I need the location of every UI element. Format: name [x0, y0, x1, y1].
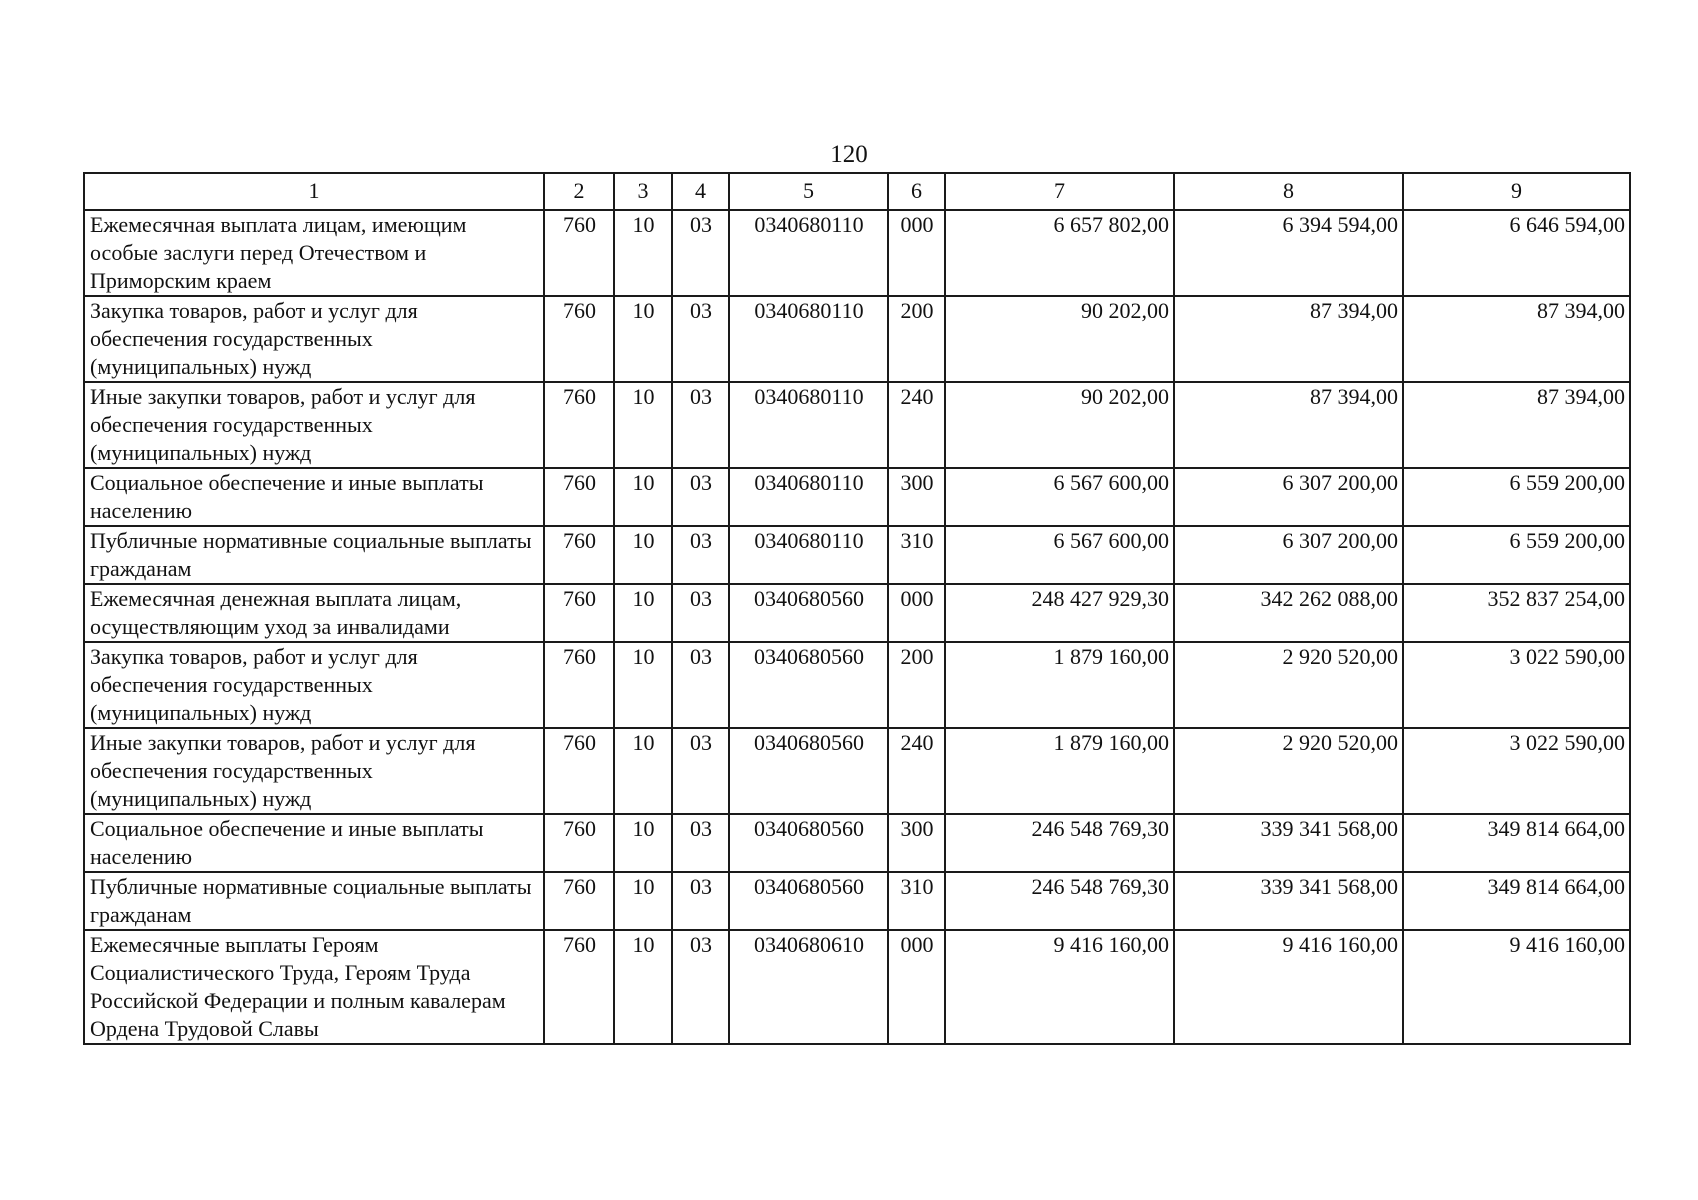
expense-type-code: 300	[888, 814, 945, 872]
amount-cell: 246 548 769,30	[945, 872, 1174, 930]
table-body	[84, 210, 1630, 1044]
target-article-code: 0340680110	[729, 296, 888, 382]
subsection-code: 03	[672, 382, 729, 468]
amount-cell: 349 814 664,00	[1403, 814, 1630, 872]
amount-cell: 339 341 568,00	[1174, 814, 1403, 872]
target-article-code: 0340680560	[729, 814, 888, 872]
amount-cell: 6 646 594,00	[1403, 210, 1630, 296]
expense-type-code: 240	[888, 382, 945, 468]
target-article-code: 0340680110	[729, 468, 888, 526]
table-row	[84, 382, 1630, 468]
amount-cell: 246 548 769,30	[945, 814, 1174, 872]
amount-cell: 9 416 160,00	[1403, 930, 1630, 1044]
ministry-code: 760	[544, 526, 614, 584]
expense-type-code: 240	[888, 728, 945, 814]
ministry-code: 760	[544, 872, 614, 930]
row-name: Социальное обеспечение и иные выплаты населению	[84, 814, 544, 872]
amount-cell: 87 394,00	[1174, 382, 1403, 468]
amount-cell: 6 567 600,00	[945, 468, 1174, 526]
amount-cell: 90 202,00	[945, 296, 1174, 382]
expense-type-code: 000	[888, 930, 945, 1044]
target-article-code: 0340680110	[729, 526, 888, 584]
row-name: Ежемесячная денежная выплата лицам, осуществляющим уход за инвалидами	[84, 584, 544, 642]
amount-cell: 6 559 200,00	[1403, 526, 1630, 584]
row-name: Закупка товаров, работ и услуг для обеспечения государственных (муниципальных) нужд	[84, 296, 544, 382]
budget-table	[83, 172, 1631, 1045]
ministry-code: 760	[544, 382, 614, 468]
amount-cell: 87 394,00	[1403, 382, 1630, 468]
amount-cell: 9 416 160,00	[945, 930, 1174, 1044]
expense-type-code: 300	[888, 468, 945, 526]
amount-cell: 349 814 664,00	[1403, 872, 1630, 930]
section-code: 10	[614, 814, 672, 872]
column-header: 1	[84, 173, 544, 210]
table-row	[84, 642, 1630, 728]
subsection-code: 03	[672, 296, 729, 382]
table-row	[84, 930, 1630, 1044]
section-code: 10	[614, 728, 672, 814]
amount-cell: 352 837 254,00	[1403, 584, 1630, 642]
amount-cell: 2 920 520,00	[1174, 728, 1403, 814]
subsection-code: 03	[672, 814, 729, 872]
target-article-code: 0340680560	[729, 642, 888, 728]
amount-cell: 6 307 200,00	[1174, 468, 1403, 526]
row-name: Социальное обеспечение и иные выплаты населению	[84, 468, 544, 526]
amount-cell: 6 394 594,00	[1174, 210, 1403, 296]
subsection-code: 03	[672, 584, 729, 642]
ministry-code: 760	[544, 728, 614, 814]
amount-cell: 1 879 160,00	[945, 642, 1174, 728]
ministry-code: 760	[544, 468, 614, 526]
subsection-code: 03	[672, 930, 729, 1044]
column-header: 4	[672, 173, 729, 210]
amount-cell: 87 394,00	[1174, 296, 1403, 382]
section-code: 10	[614, 642, 672, 728]
amount-cell: 3 022 590,00	[1403, 728, 1630, 814]
amount-cell: 248 427 929,30	[945, 584, 1174, 642]
ministry-code: 760	[544, 814, 614, 872]
section-code: 10	[614, 296, 672, 382]
subsection-code: 03	[672, 468, 729, 526]
table-row	[84, 296, 1630, 382]
column-header: 6	[888, 173, 945, 210]
row-name: Иные закупки товаров, работ и услуг для обеспечения государственных (муниципальных) нужд	[84, 382, 544, 468]
subsection-code: 03	[672, 728, 729, 814]
expense-type-code: 200	[888, 296, 945, 382]
subsection-code: 03	[672, 642, 729, 728]
ministry-code: 760	[544, 584, 614, 642]
expense-type-code: 200	[888, 642, 945, 728]
section-code: 10	[614, 872, 672, 930]
table-row	[84, 814, 1630, 872]
amount-cell: 87 394,00	[1403, 296, 1630, 382]
target-article-code: 0340680560	[729, 728, 888, 814]
expense-type-code: 000	[888, 210, 945, 296]
target-article-code: 0340680610	[729, 930, 888, 1044]
amount-cell: 339 341 568,00	[1174, 872, 1403, 930]
section-code: 10	[614, 584, 672, 642]
row-name: Иные закупки товаров, работ и услуг для обеспечения государственных (муниципальных) нужд	[84, 728, 544, 814]
target-article-code: 0340680110	[729, 210, 888, 296]
subsection-code: 03	[672, 210, 729, 296]
expense-type-code: 000	[888, 584, 945, 642]
table-row	[84, 210, 1630, 296]
column-header: 2	[544, 173, 614, 210]
table-row	[84, 872, 1630, 930]
ministry-code: 760	[544, 210, 614, 296]
section-code: 10	[614, 930, 672, 1044]
row-name: Ежемесячная выплата лицам, имеющим особые заслуги перед Отечеством и Приморским краем	[84, 210, 544, 296]
expense-type-code: 310	[888, 872, 945, 930]
subsection-code: 03	[672, 526, 729, 584]
section-code: 10	[614, 526, 672, 584]
section-code: 10	[614, 468, 672, 526]
amount-cell: 1 879 160,00	[945, 728, 1174, 814]
row-name: Публичные нормативные социальные выплаты гражданам	[84, 526, 544, 584]
column-header: 9	[1403, 173, 1630, 210]
ministry-code: 760	[544, 642, 614, 728]
amount-cell: 2 920 520,00	[1174, 642, 1403, 728]
row-name: Ежемесячные выплаты Героям Социалистического Труда, Героям Труда Российской Федерации и полным кавалерам Ордена Трудовой Славы	[84, 930, 544, 1044]
column-header: 8	[1174, 173, 1403, 210]
subsection-code: 03	[672, 872, 729, 930]
expense-type-code: 310	[888, 526, 945, 584]
amount-cell: 90 202,00	[945, 382, 1174, 468]
ministry-code: 760	[544, 296, 614, 382]
table-row	[84, 468, 1630, 526]
amount-cell: 342 262 088,00	[1174, 584, 1403, 642]
row-name: Публичные нормативные социальные выплаты гражданам	[84, 872, 544, 930]
page-number: 120	[830, 141, 868, 168]
amount-cell: 3 022 590,00	[1403, 642, 1630, 728]
table-row	[84, 728, 1630, 814]
amount-cell: 6 657 802,00	[945, 210, 1174, 296]
target-article-code: 0340680560	[729, 872, 888, 930]
column-header: 7	[945, 173, 1174, 210]
amount-cell: 6 567 600,00	[945, 526, 1174, 584]
target-article-code: 0340680560	[729, 584, 888, 642]
table-row	[84, 584, 1630, 642]
amount-cell: 6 307 200,00	[1174, 526, 1403, 584]
column-number-row	[84, 173, 1630, 210]
section-code: 10	[614, 382, 672, 468]
row-name: Закупка товаров, работ и услуг для обеспечения государственных (муниципальных) нужд	[84, 642, 544, 728]
target-article-code: 0340680110	[729, 382, 888, 468]
section-code: 10	[614, 210, 672, 296]
amount-cell: 6 559 200,00	[1403, 468, 1630, 526]
amount-cell: 9 416 160,00	[1174, 930, 1403, 1044]
table-row	[84, 526, 1630, 584]
column-header: 5	[729, 173, 888, 210]
ministry-code: 760	[544, 930, 614, 1044]
column-header: 3	[614, 173, 672, 210]
